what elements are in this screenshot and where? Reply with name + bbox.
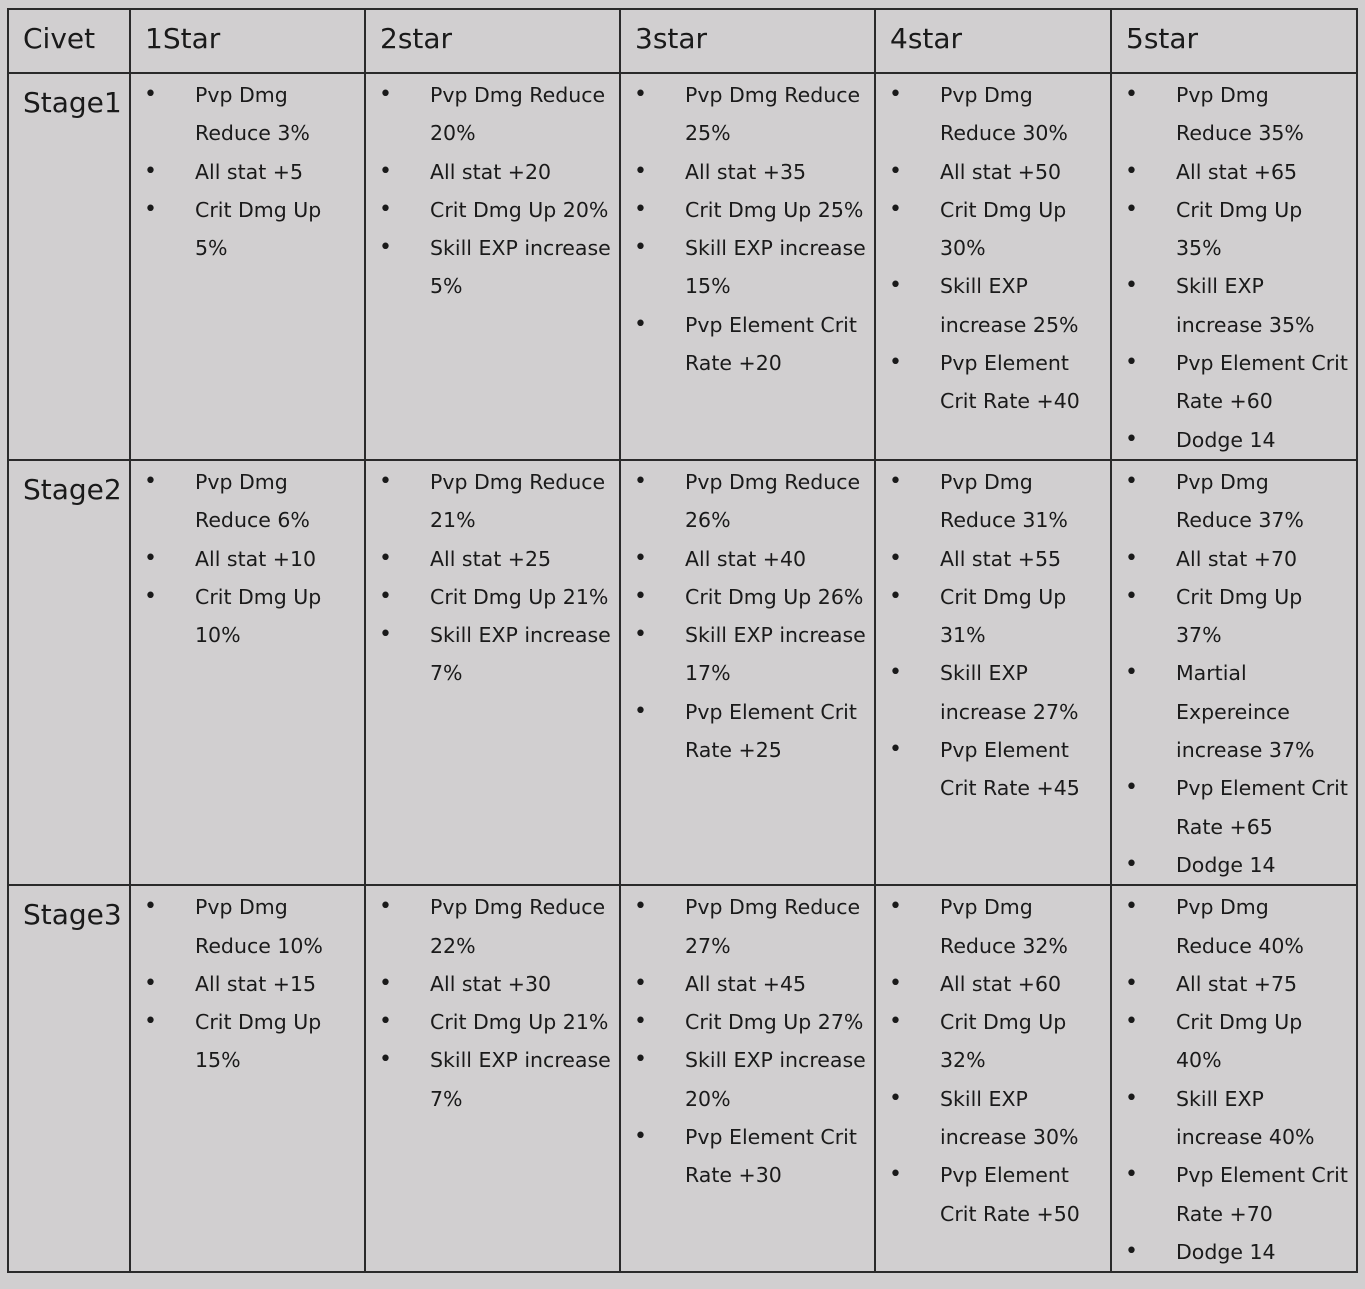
- stat-cell: [1111, 73, 1357, 460]
- stat-cell: [875, 73, 1111, 460]
- stat-item: • Pvp Element Crit Rate +40: [876, 344, 1102, 421]
- stat-cell: [875, 460, 1111, 885]
- stat-item: • Crit Dmg Up 5%: [131, 191, 356, 268]
- stat-item: • Skill EXP increase 7%: [366, 616, 611, 693]
- stage-row: [8, 460, 1357, 885]
- stat-list: [1112, 886, 1356, 1271]
- stat-item: • Skill EXP increase 20%: [621, 1041, 866, 1118]
- stat-cell: [1111, 885, 1357, 1272]
- stat-item: • Pvp Dmg Reduce 35%: [1112, 76, 1348, 153]
- stat-item: • Pvp Dmg Reduce 32%: [876, 888, 1102, 965]
- stat-item: • All stat +60: [876, 965, 1102, 1003]
- stat-item: • Pvp Element Crit Rate +70: [1112, 1156, 1348, 1233]
- stage-label: Stage3: [8, 885, 130, 1272]
- stat-item: • Pvp Dmg Reduce 26%: [621, 463, 866, 540]
- stat-item: • All stat +30: [366, 965, 611, 1003]
- stat-item: • Crit Dmg Up 15%: [131, 1003, 356, 1080]
- stat-item: • Crit Dmg Up 21%: [366, 578, 611, 616]
- stage-label: Stage2: [8, 460, 130, 885]
- stat-item: • Pvp Dmg Reduce 25%: [621, 76, 866, 153]
- stat-cell: [130, 73, 365, 460]
- stat-item: • All stat +55: [876, 540, 1102, 578]
- stat-item: • All stat +10: [131, 540, 356, 578]
- corner-header: Civet: [8, 9, 130, 73]
- stat-item: • All stat +15: [131, 965, 356, 1003]
- stat-item: • Pvp Element Crit Rate +45: [876, 731, 1102, 808]
- stat-item: • Skill EXP increase 25%: [876, 267, 1102, 344]
- stat-item: • All stat +50: [876, 153, 1102, 191]
- stat-item: • Pvp Element Crit Rate +65: [1112, 769, 1348, 846]
- stat-item: • Martial Expereince increase 37%: [1112, 654, 1348, 769]
- header-4star: 4star: [875, 9, 1111, 73]
- stat-item: • Skill EXP increase 40%: [1112, 1080, 1348, 1157]
- header-3star: 3star: [620, 9, 875, 73]
- stat-cell: [620, 885, 875, 1272]
- stat-cell: [620, 460, 875, 885]
- stage-row: [8, 885, 1357, 1272]
- stat-item: • All stat +25: [366, 540, 611, 578]
- stat-item: • Skill EXP increase 35%: [1112, 267, 1348, 344]
- stat-cell: [130, 460, 365, 885]
- stage-label: Stage1: [8, 73, 130, 460]
- stat-list: [621, 886, 874, 1194]
- stat-item: • Crit Dmg Up 31%: [876, 578, 1102, 655]
- stat-item: • Pvp Dmg Reduce 21%: [366, 463, 611, 540]
- stat-list: [131, 886, 364, 1079]
- header-2star: 2star: [365, 9, 620, 73]
- stat-item: • Crit Dmg Up 20%: [366, 191, 611, 229]
- stat-item: • All stat +65: [1112, 153, 1348, 191]
- stat-item: • Crit Dmg Up 27%: [621, 1003, 866, 1041]
- stat-cell: [365, 460, 620, 885]
- stat-item: • Dodge 14: [1112, 421, 1348, 459]
- stat-item: • Crit Dmg Up 21%: [366, 1003, 611, 1041]
- stat-item: • Dodge 14: [1112, 1233, 1348, 1271]
- stat-item: • Skill EXP increase 15%: [621, 229, 866, 306]
- stat-cell: [365, 885, 620, 1272]
- stat-cell: [875, 885, 1111, 1272]
- stat-item: • Pvp Dmg Reduce 31%: [876, 463, 1102, 540]
- stat-list: [366, 461, 619, 693]
- stat-cell: [620, 73, 875, 460]
- stat-list: [366, 74, 619, 306]
- header-1star: 1Star: [130, 9, 365, 73]
- stat-item: • Skill EXP increase 5%: [366, 229, 611, 306]
- stat-item: • Pvp Element Crit Rate +25: [621, 693, 866, 770]
- stat-item: • Pvp Dmg Reduce 30%: [876, 76, 1102, 153]
- stat-list: [621, 74, 874, 382]
- stat-item: • Skill EXP increase 27%: [876, 654, 1102, 731]
- stat-item: • Skill EXP increase 30%: [876, 1080, 1102, 1157]
- stat-item: • Dodge 14: [1112, 846, 1348, 884]
- stat-item: • Pvp Element Crit Rate +30: [621, 1118, 866, 1195]
- header-row: [8, 9, 1357, 73]
- stat-item: • Crit Dmg Up 40%: [1112, 1003, 1348, 1080]
- stat-item: • Pvp Element Crit Rate +20: [621, 306, 866, 383]
- stat-list: [876, 74, 1110, 421]
- stat-list: [1112, 461, 1356, 884]
- stat-list: [621, 461, 874, 769]
- stat-item: • Skill EXP increase 17%: [621, 616, 866, 693]
- stat-item: • All stat +70: [1112, 540, 1348, 578]
- header-5star: 5star: [1111, 9, 1357, 73]
- stat-item: • Crit Dmg Up 32%: [876, 1003, 1102, 1080]
- stat-item: • Pvp Dmg Reduce 3%: [131, 76, 356, 153]
- stat-list: [876, 886, 1110, 1233]
- stat-list: [131, 461, 364, 654]
- stat-item: • Pvp Dmg Reduce 10%: [131, 888, 356, 965]
- stat-cell: [130, 885, 365, 1272]
- stat-item: • Pvp Element Crit Rate +60: [1112, 344, 1348, 421]
- stat-item: • Crit Dmg Up 35%: [1112, 191, 1348, 268]
- stage-row: [8, 73, 1357, 460]
- stat-item: • Crit Dmg Up 30%: [876, 191, 1102, 268]
- stat-item: • Pvp Dmg Reduce 40%: [1112, 888, 1348, 965]
- stat-item: • Pvp Dmg Reduce 27%: [621, 888, 866, 965]
- stat-item: • Crit Dmg Up 10%: [131, 578, 356, 655]
- stat-list: [876, 461, 1110, 808]
- stat-item: • All stat +20: [366, 153, 611, 191]
- stat-item: • All stat +45: [621, 965, 866, 1003]
- stat-item: • All stat +5: [131, 153, 356, 191]
- stat-item: • Pvp Dmg Reduce 22%: [366, 888, 611, 965]
- stat-list: [1112, 74, 1356, 459]
- stat-list: [131, 74, 364, 267]
- stat-item: • All stat +35: [621, 153, 866, 191]
- stat-item: • Crit Dmg Up 26%: [621, 578, 866, 616]
- stat-item: • All stat +75: [1112, 965, 1348, 1003]
- star-stage-table: [7, 8, 1358, 1273]
- stat-item: • Pvp Dmg Reduce 37%: [1112, 463, 1348, 540]
- stat-item: • Skill EXP increase 7%: [366, 1041, 611, 1118]
- stat-item: • Crit Dmg Up 25%: [621, 191, 866, 229]
- stat-item: • Pvp Dmg Reduce 6%: [131, 463, 356, 540]
- stat-item: • Pvp Dmg Reduce 20%: [366, 76, 611, 153]
- stat-item: • All stat +40: [621, 540, 866, 578]
- stat-item: • Crit Dmg Up 37%: [1112, 578, 1348, 655]
- stat-item: • Pvp Element Crit Rate +50: [876, 1156, 1102, 1233]
- stat-cell: [365, 73, 620, 460]
- stat-cell: [1111, 460, 1357, 885]
- stat-list: [366, 886, 619, 1118]
